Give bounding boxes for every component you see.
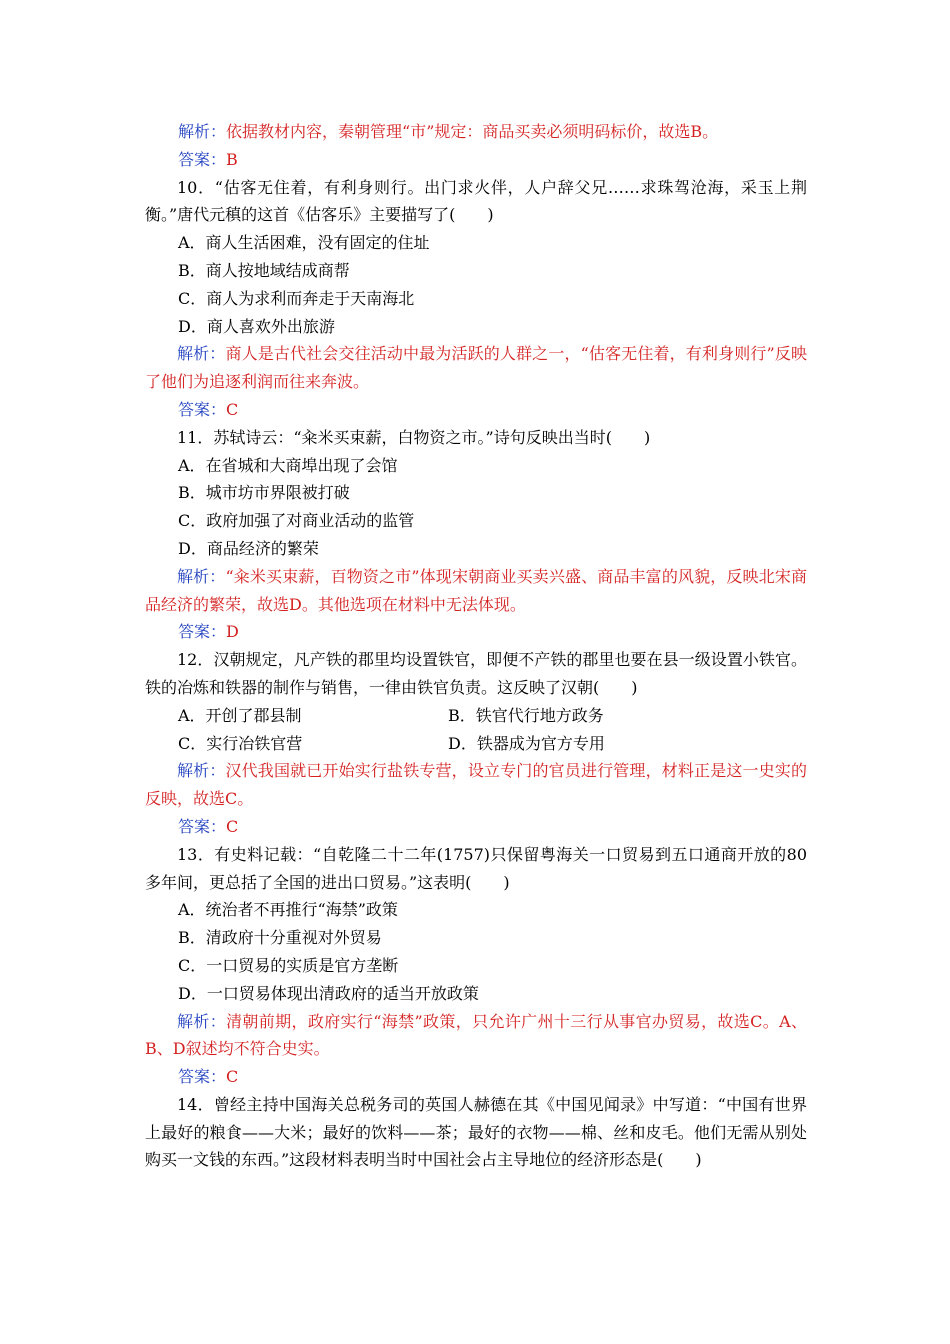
q11-analysis <box>145 563 807 619</box>
analysis-label: 解析： <box>178 122 227 141</box>
answer-label: 答案： <box>178 816 227 836</box>
answer-value: C <box>226 816 239 836</box>
document-page <box>145 118 807 1174</box>
q11-option-b: B．城市坊市界限被打破 <box>178 483 350 503</box>
analysis-label: 解析： <box>177 1011 227 1031</box>
q9-answer <box>145 146 807 174</box>
analysis-text: “籴米买束薪，百物资之市”体现宋朝商业买卖兴盛、商品丰富的风貌，反映北宋商品经济的繁荣，故选D。其他选项在材料中无法体现。 <box>145 566 807 614</box>
q10-option-c: C．商人为求利而奔走于天南海北 <box>178 288 415 308</box>
q13-answer <box>145 1063 807 1091</box>
q14-stem: 14．曾经主持中国海关总税务司的英国人赫德在其《中国见闻录》中写道：“中国有世界上最好的粮食——大米；最好的饮料——茶；最好的衣物——棉、丝和皮毛。他们无需从别处购买一文钱的东西。”这段材料表明当时中国社会占主导地位的经济形态是( ) <box>145 1094 807 1170</box>
answer-value: C <box>226 399 239 419</box>
q12-options-row-1 <box>145 702 807 730</box>
q12-analysis <box>145 757 807 813</box>
q12-options-row-2 <box>145 730 807 758</box>
analysis-label: 解析： <box>177 761 226 781</box>
answer-value: C <box>226 1067 239 1087</box>
q11-option-d: D．商品经济的繁荣 <box>178 538 319 558</box>
q13-stem: 13．有史料记载：“自乾隆二十二年(1757)只保留粤海关一口贸易到五口通商开放的80多年间，更总括了全国的进出口贸易。”这表明( ) <box>145 844 807 892</box>
q11-answer <box>145 618 807 646</box>
q12-stem: 12．汉朝规定，凡产铁的郡里均设置铁官，即便不产铁的郡里也要在县一级设置小铁官。铁的冶炼和铁器的制作与销售，一律由铁官负责。这反映了汉朝( ) <box>145 650 807 697</box>
q10-analysis <box>145 340 807 396</box>
q10-answer <box>145 396 807 424</box>
q13-option-d: D．一口贸易体现出清政府的适当开放政策 <box>178 983 479 1003</box>
q13-analysis <box>145 1008 807 1064</box>
answer-label: 答案： <box>178 399 227 419</box>
q13-option-b: B．清政府十分重视对外贸易 <box>178 928 382 948</box>
q10-stem: 10．“估客无住着，有利身则行。出门求火伴，人户辞父兄……求珠驾沧海，采玉上荆衡。”唐代元稹的这首《估客乐》主要描写了( ) <box>145 177 807 225</box>
q12-option-d: D．铁器成为官方专用 <box>448 733 605 753</box>
analysis-label: 解析： <box>177 344 226 364</box>
q11-option-a: A．在省城和大商埠出现了会馆 <box>178 455 398 475</box>
q12-answer <box>145 813 807 841</box>
q11-option-c: C．政府加强了对商业活动的监管 <box>178 511 415 531</box>
q10-option-b: B．商人按地域结成商帮 <box>178 260 350 280</box>
answer-label: 答案： <box>178 622 227 642</box>
answer-value: D <box>226 622 239 642</box>
analysis-text: 商人是古代社会交往活动中最为活跃的人群之一，“估客无住着，有利身则行”反映了他们为追逐利润而往来奔波。 <box>145 344 807 392</box>
q10-option-d: D．商人喜欢外出旅游 <box>178 316 335 336</box>
q11-stem: 11．苏轼诗云：“籴米买束薪，白物资之市。”诗句反映出当时( ) <box>177 427 651 447</box>
q10-option-a: A．商人生活困难，没有固定的住址 <box>178 233 430 253</box>
answer-label: 答案： <box>178 1067 227 1087</box>
q12-option-b: B．铁官代行地方政务 <box>448 705 604 725</box>
q13-option-c: C．一口贸易的实质是官方垄断 <box>178 955 399 975</box>
analysis-label: 解析： <box>177 566 226 586</box>
analysis-text: 依据教材内容，秦朝管理“市”规定：商品买卖必须明码标价，故选B。 <box>226 122 719 141</box>
q12-option-a: A．开创了郡县制 <box>178 705 302 725</box>
analysis-text: 汉代我国就已开始实行盐铁专营，设立专门的官员进行管理，材料正是这一史实的反映，故选C。 <box>145 761 807 809</box>
q9-analysis <box>145 118 807 146</box>
answer-label: 答案： <box>178 149 227 169</box>
q12-option-c: C．实行冶铁官营 <box>178 733 303 753</box>
answer-value: B <box>226 149 238 169</box>
analysis-text: 清朝前期，政府实行“海禁”政策，只允许广州十三行从事官办贸易，故选C。A、B、D叙述均不符合史实。 <box>145 1011 807 1059</box>
q13-option-a: A．统治者不再推行“海禁”政策 <box>178 900 398 920</box>
